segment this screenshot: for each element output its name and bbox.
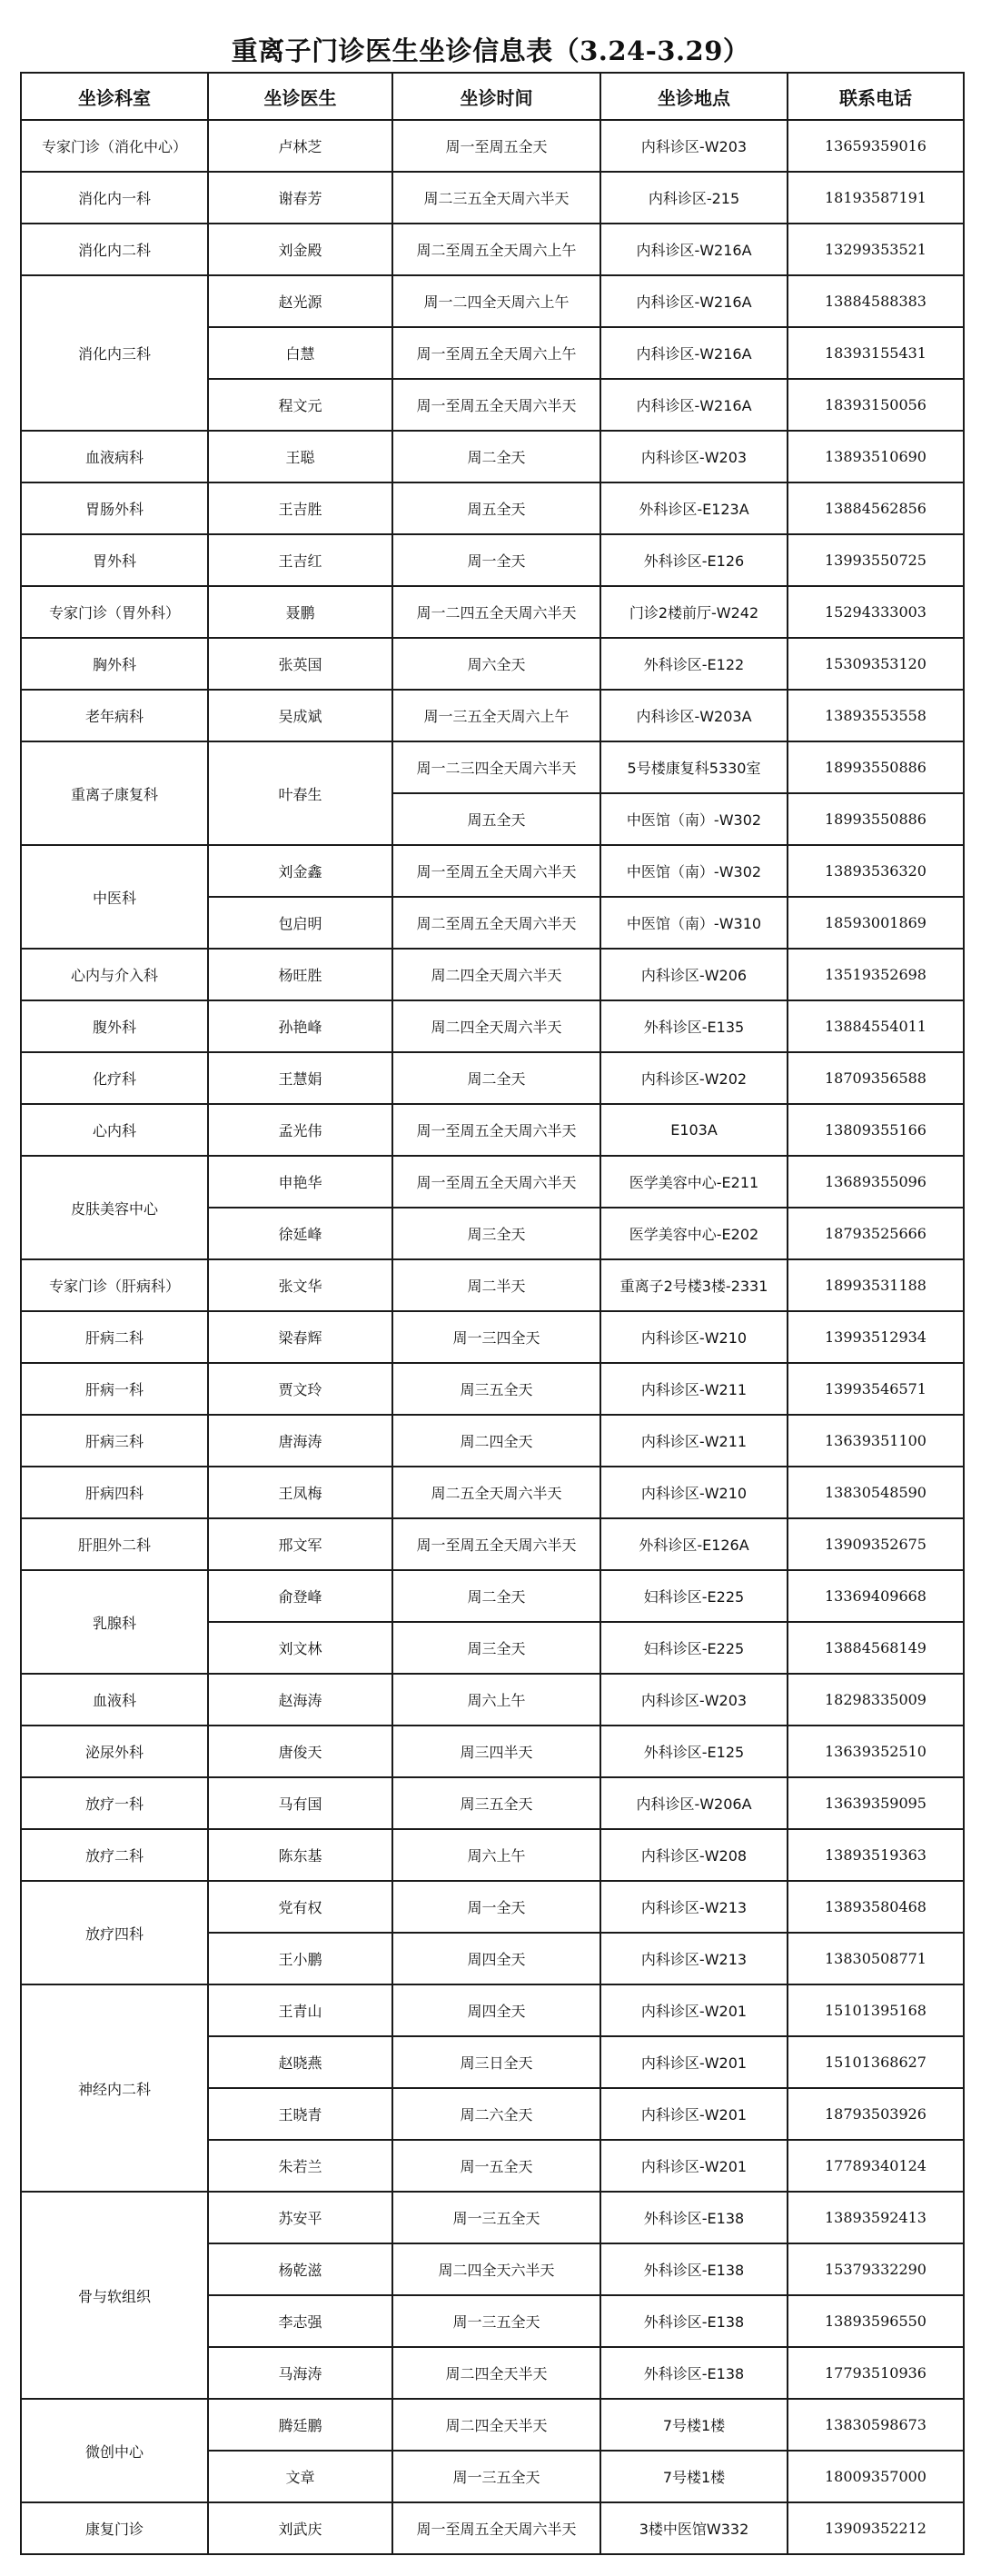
time-cell: 周六上午 — [392, 1829, 600, 1881]
table-row — [21, 1259, 964, 1311]
header-phone: 联系电话 — [788, 73, 964, 120]
table-row — [21, 275, 964, 327]
dept-cell: 血液科 — [21, 1674, 208, 1726]
dept-cell: 微创中心 — [21, 2399, 208, 2502]
table-row — [21, 1777, 964, 1829]
table-row — [21, 1829, 964, 1881]
time-cell: 周一至周五全天周六半天 — [392, 1104, 600, 1156]
table-row — [21, 586, 964, 638]
phone-cell: 18993550886 — [788, 793, 964, 845]
doctor-cell: 张英国 — [208, 638, 392, 690]
dept-cell: 神经内二科 — [21, 1984, 208, 2192]
header-place: 坐诊地点 — [600, 73, 788, 120]
doctor-cell: 王凤梅 — [208, 1467, 392, 1518]
dept-cell: 肝胆外二科 — [21, 1518, 208, 1570]
doctor-cell: 赵光源 — [208, 275, 392, 327]
phone-cell: 17793510936 — [788, 2347, 964, 2399]
time-cell: 周一至周五全天 — [392, 120, 600, 172]
time-cell: 周三五全天 — [392, 1777, 600, 1829]
doctor-cell: 梁春辉 — [208, 1311, 392, 1363]
phone-cell: 13830548590 — [788, 1467, 964, 1518]
time-cell: 周二全天 — [392, 1052, 600, 1104]
place-cell: 内科诊区-W201 — [600, 2140, 788, 2192]
table-row — [21, 534, 964, 586]
table-row — [21, 120, 964, 172]
table-row — [21, 1726, 964, 1777]
schedule-body — [21, 120, 964, 2554]
phone-cell: 18593001869 — [788, 897, 964, 949]
phone-cell: 13909352675 — [788, 1518, 964, 1570]
place-cell: 外科诊区-E126 — [600, 534, 788, 586]
place-cell: 外科诊区-E138 — [600, 2295, 788, 2347]
dept-cell: 消化内一科 — [21, 172, 208, 224]
time-cell: 周二全天 — [392, 1570, 600, 1622]
dept-cell: 血液病科 — [21, 431, 208, 482]
time-cell: 周二四全天周六半天 — [392, 1000, 600, 1052]
place-cell: 内科诊区-W216A — [600, 327, 788, 379]
place-cell: 7号楼1楼 — [600, 2399, 788, 2451]
phone-cell: 17789340124 — [788, 2140, 964, 2192]
time-cell: 周二三五全天周六半天 — [392, 172, 600, 224]
time-cell: 周一至周五全天周六半天 — [392, 1518, 600, 1570]
doctor-cell: 王晓青 — [208, 2088, 392, 2140]
time-cell: 周一三四全天 — [392, 1311, 600, 1363]
place-cell: 医学美容中心-E211 — [600, 1156, 788, 1208]
time-cell: 周二四全天半天 — [392, 2347, 600, 2399]
place-cell: 妇科诊区-E225 — [600, 1570, 788, 1622]
place-cell: 重离子2号楼3楼-2331 — [600, 1259, 788, 1311]
time-cell: 周二半天 — [392, 1259, 600, 1311]
header-doctor: 坐诊医生 — [208, 73, 392, 120]
place-cell: E103A — [600, 1104, 788, 1156]
doctor-cell: 聂鹏 — [208, 586, 392, 638]
doctor-cell: 苏安平 — [208, 2192, 392, 2243]
table-row — [21, 224, 964, 275]
dept-cell: 肝病一科 — [21, 1363, 208, 1415]
dept-cell: 放疗一科 — [21, 1777, 208, 1829]
dept-cell: 心内科 — [21, 1104, 208, 1156]
table-row — [21, 1311, 964, 1363]
place-cell: 外科诊区-E138 — [600, 2243, 788, 2295]
dept-cell: 老年病科 — [21, 690, 208, 741]
time-cell: 周一至周五全天周六半天 — [392, 379, 600, 431]
phone-cell: 18993550886 — [788, 741, 964, 793]
dept-cell: 消化内三科 — [21, 275, 208, 431]
time-cell: 周二四全天六半天 — [392, 2243, 600, 2295]
phone-cell: 15309353120 — [788, 638, 964, 690]
dept-cell: 泌尿外科 — [21, 1726, 208, 1777]
table-row — [21, 741, 964, 793]
place-cell: 内科诊区-W206A — [600, 1777, 788, 1829]
doctor-cell: 邢文军 — [208, 1518, 392, 1570]
time-cell: 周五全天 — [392, 793, 600, 845]
doctor-cell: 唐海涛 — [208, 1415, 392, 1467]
dept-cell: 中医科 — [21, 845, 208, 949]
time-cell: 周一至周五全天周六半天 — [392, 845, 600, 897]
time-cell: 周一五全天 — [392, 2140, 600, 2192]
time-cell: 周一二四全天周六上午 — [392, 275, 600, 327]
place-cell: 内科诊区-W201 — [600, 2036, 788, 2088]
phone-cell: 18709356588 — [788, 1052, 964, 1104]
place-cell: 5号楼康复科5330室 — [600, 741, 788, 793]
place-cell: 外科诊区-E126A — [600, 1518, 788, 1570]
table-row — [21, 1984, 964, 2036]
doctor-cell: 孟光伟 — [208, 1104, 392, 1156]
place-cell: 中医馆（南）-W302 — [600, 793, 788, 845]
dept-cell: 腹外科 — [21, 1000, 208, 1052]
doctor-cell: 杨乾滋 — [208, 2243, 392, 2295]
dept-cell: 专家门诊（胃外科） — [21, 586, 208, 638]
table-row — [21, 949, 964, 1000]
dept-cell: 放疗二科 — [21, 1829, 208, 1881]
dept-cell: 肝病四科 — [21, 1467, 208, 1518]
phone-cell: 13893519363 — [788, 1829, 964, 1881]
dept-cell: 皮肤美容中心 — [21, 1156, 208, 1259]
doctor-cell: 刘武庆 — [208, 2502, 392, 2554]
phone-cell: 18793503926 — [788, 2088, 964, 2140]
phone-cell: 13893536320 — [788, 845, 964, 897]
table-row — [21, 172, 964, 224]
phone-cell: 15101395168 — [788, 1984, 964, 2036]
doctor-cell: 贾文玲 — [208, 1363, 392, 1415]
time-cell: 周四全天 — [392, 1984, 600, 2036]
time-cell: 周一全天 — [392, 534, 600, 586]
doctor-cell: 叶春生 — [208, 741, 392, 845]
time-cell: 周一三五全天周六上午 — [392, 690, 600, 741]
place-cell: 外科诊区-E135 — [600, 1000, 788, 1052]
phone-cell: 15294333003 — [788, 586, 964, 638]
time-cell: 周一至周五全天周六半天 — [392, 1156, 600, 1208]
phone-cell: 18993531188 — [788, 1259, 964, 1311]
time-cell: 周一全天 — [392, 1881, 600, 1933]
table-row — [21, 1674, 964, 1726]
doctor-cell: 包启明 — [208, 897, 392, 949]
table-row — [21, 1467, 964, 1518]
place-cell: 内科诊区-W210 — [600, 1467, 788, 1518]
dept-cell: 肝病二科 — [21, 1311, 208, 1363]
phone-cell: 13893553558 — [788, 690, 964, 741]
dept-cell: 放疗四科 — [21, 1881, 208, 1984]
phone-cell: 13639351100 — [788, 1415, 964, 1467]
time-cell: 周一二四五全天周六半天 — [392, 586, 600, 638]
dept-cell: 康复门诊 — [21, 2502, 208, 2554]
doctor-cell: 王慧娟 — [208, 1052, 392, 1104]
time-cell: 周三全天 — [392, 1622, 600, 1674]
phone-cell: 13993546571 — [788, 1363, 964, 1415]
table-row — [21, 1415, 964, 1467]
place-cell: 门诊2楼前厅-W242 — [600, 586, 788, 638]
doctor-cell: 程文元 — [208, 379, 392, 431]
phone-cell: 13830508771 — [788, 1933, 964, 1984]
place-cell: 内科诊区-W202 — [600, 1052, 788, 1104]
phone-cell: 13809355166 — [788, 1104, 964, 1156]
phone-cell: 18193587191 — [788, 172, 964, 224]
phone-cell: 13639352510 — [788, 1726, 964, 1777]
doctor-cell: 朱若兰 — [208, 2140, 392, 2192]
phone-cell: 13639359095 — [788, 1777, 964, 1829]
table-row — [21, 1104, 964, 1156]
doctor-cell: 党有权 — [208, 1881, 392, 1933]
place-cell: 内科诊区-W203A — [600, 690, 788, 741]
place-cell: 内科诊区-W206 — [600, 949, 788, 1000]
place-cell: 内科诊区-W216A — [600, 224, 788, 275]
header-dept: 坐诊科室 — [21, 73, 208, 120]
doctor-cell: 马海涛 — [208, 2347, 392, 2399]
table-row — [21, 2399, 964, 2451]
place-cell: 内科诊区-W213 — [600, 1881, 788, 1933]
place-cell: 内科诊区-W210 — [600, 1311, 788, 1363]
dept-cell: 专家门诊（消化中心） — [21, 120, 208, 172]
place-cell: 外科诊区-E138 — [600, 2347, 788, 2399]
doctor-cell: 唐俊天 — [208, 1726, 392, 1777]
place-cell: 内科诊区-W216A — [600, 275, 788, 327]
time-cell: 周三五全天 — [392, 1363, 600, 1415]
place-cell: 内科诊区-W213 — [600, 1933, 788, 1984]
doctor-cell: 马有国 — [208, 1777, 392, 1829]
time-cell: 周六全天 — [392, 638, 600, 690]
place-cell: 内科诊区-W201 — [600, 2088, 788, 2140]
doctor-cell: 俞登峰 — [208, 1570, 392, 1622]
place-cell: 3楼中医馆W332 — [600, 2502, 788, 2554]
table-row — [21, 1000, 964, 1052]
table-row — [21, 2192, 964, 2243]
doctor-cell: 李志强 — [208, 2295, 392, 2347]
schedule-table — [20, 72, 965, 2555]
time-cell: 周二至周五全天周六半天 — [392, 897, 600, 949]
doctor-cell: 刘文林 — [208, 1622, 392, 1674]
doctor-cell: 文章 — [208, 2451, 392, 2502]
doctor-cell: 腾廷鹏 — [208, 2399, 392, 2451]
doctor-cell: 申艳华 — [208, 1156, 392, 1208]
table-row — [21, 1881, 964, 1933]
table-row — [21, 431, 964, 482]
phone-cell: 18393155431 — [788, 327, 964, 379]
phone-cell: 18393150056 — [788, 379, 964, 431]
time-cell: 周三四半天 — [392, 1726, 600, 1777]
place-cell: 外科诊区-E123A — [600, 482, 788, 534]
doctor-cell: 卢林芝 — [208, 120, 392, 172]
dept-cell: 重离子康复科 — [21, 741, 208, 845]
time-cell: 周四全天 — [392, 1933, 600, 1984]
doctor-cell: 王吉红 — [208, 534, 392, 586]
time-cell: 周二至周五全天周六上午 — [392, 224, 600, 275]
dept-cell: 化疗科 — [21, 1052, 208, 1104]
phone-cell: 18009357000 — [788, 2451, 964, 2502]
place-cell: 7号楼1楼 — [600, 2451, 788, 2502]
phone-cell: 15101368627 — [788, 2036, 964, 2088]
time-cell: 周一三五全天 — [392, 2451, 600, 2502]
phone-cell: 15379332290 — [788, 2243, 964, 2295]
table-row — [21, 1363, 964, 1415]
dept-cell: 心内与介入科 — [21, 949, 208, 1000]
dept-cell: 骨与软组织 — [21, 2192, 208, 2399]
phone-cell: 13993512934 — [788, 1311, 964, 1363]
table-row — [21, 690, 964, 741]
phone-cell: 13830598673 — [788, 2399, 964, 2451]
doctor-cell: 王青山 — [208, 1984, 392, 2036]
table-row — [21, 638, 964, 690]
phone-cell: 13369409668 — [788, 1570, 964, 1622]
place-cell: 内科诊区-W211 — [600, 1363, 788, 1415]
time-cell: 周六上午 — [392, 1674, 600, 1726]
title-main: 重离子门诊医生坐诊信息表 — [231, 35, 553, 66]
phone-cell: 13993550725 — [788, 534, 964, 586]
place-cell: 内科诊区-W211 — [600, 1415, 788, 1467]
header-row — [21, 73, 964, 120]
time-cell: 周三日全天 — [392, 2036, 600, 2088]
phone-cell: 13299353521 — [788, 224, 964, 275]
doctor-cell: 吴成斌 — [208, 690, 392, 741]
time-cell: 周五全天 — [392, 482, 600, 534]
doctor-cell: 王吉胜 — [208, 482, 392, 534]
time-cell: 周二四全天周六半天 — [392, 949, 600, 1000]
table-row — [21, 1570, 964, 1622]
doctor-cell: 孙艳峰 — [208, 1000, 392, 1052]
phone-cell: 13893580468 — [788, 1881, 964, 1933]
table-row — [21, 1052, 964, 1104]
place-cell: 医学美容中心-E202 — [600, 1208, 788, 1259]
header-time: 坐诊时间 — [392, 73, 600, 120]
table-row — [21, 1518, 964, 1570]
place-cell: 内科诊区-215 — [600, 172, 788, 224]
time-cell: 周二五全天周六半天 — [392, 1467, 600, 1518]
phone-cell: 13884562856 — [788, 482, 964, 534]
dept-cell: 胸外科 — [21, 638, 208, 690]
doctor-cell: 王小鹏 — [208, 1933, 392, 1984]
place-cell: 外科诊区-E138 — [600, 2192, 788, 2243]
place-cell: 内科诊区-W208 — [600, 1829, 788, 1881]
phone-cell: 13909352212 — [788, 2502, 964, 2554]
phone-cell: 13893596550 — [788, 2295, 964, 2347]
phone-cell: 18793525666 — [788, 1208, 964, 1259]
phone-cell: 13519352698 — [788, 949, 964, 1000]
phone-cell: 13884588383 — [788, 275, 964, 327]
doctor-cell: 刘金鑫 — [208, 845, 392, 897]
doctor-cell: 杨旺胜 — [208, 949, 392, 1000]
time-cell: 周三全天 — [392, 1208, 600, 1259]
place-cell: 内科诊区-W203 — [600, 431, 788, 482]
dept-cell: 肝病三科 — [21, 1415, 208, 1467]
time-cell: 周一三五全天 — [392, 2295, 600, 2347]
doctor-cell: 刘金殿 — [208, 224, 392, 275]
table-row — [21, 2502, 964, 2554]
phone-cell: 13893592413 — [788, 2192, 964, 2243]
time-cell: 周一三五全天 — [392, 2192, 600, 2243]
phone-cell: 13659359016 — [788, 120, 964, 172]
phone-cell: 18298335009 — [788, 1674, 964, 1726]
doctor-cell: 白慧 — [208, 327, 392, 379]
table-row — [21, 1156, 964, 1208]
phone-cell: 13884554011 — [788, 1000, 964, 1052]
place-cell: 外科诊区-E125 — [600, 1726, 788, 1777]
phone-cell: 13893510690 — [788, 431, 964, 482]
doctor-cell: 赵晓燕 — [208, 2036, 392, 2088]
place-cell: 中医馆（南）-W302 — [600, 845, 788, 897]
doctor-cell: 徐延峰 — [208, 1208, 392, 1259]
doctor-cell: 王聪 — [208, 431, 392, 482]
dept-cell: 胃肠外科 — [21, 482, 208, 534]
place-cell: 外科诊区-E122 — [600, 638, 788, 690]
phone-cell: 13884568149 — [788, 1622, 964, 1674]
title-date-range: （3.24-3.29） — [552, 35, 750, 66]
place-cell: 中医馆（南）-W310 — [600, 897, 788, 949]
doctor-cell: 赵海涛 — [208, 1674, 392, 1726]
doctor-cell: 陈东基 — [208, 1829, 392, 1881]
table-row — [21, 845, 964, 897]
table-row — [21, 482, 964, 534]
time-cell: 周二四全天半天 — [392, 2399, 600, 2451]
time-cell: 周一二三四全天周六半天 — [392, 741, 600, 793]
place-cell: 内科诊区-W203 — [600, 120, 788, 172]
time-cell: 周二四全天 — [392, 1415, 600, 1467]
time-cell: 周二六全天 — [392, 2088, 600, 2140]
doctor-cell: 谢春芳 — [208, 172, 392, 224]
time-cell: 周一至周五全天周六上午 — [392, 327, 600, 379]
phone-cell: 13689355096 — [788, 1156, 964, 1208]
dept-cell: 消化内二科 — [21, 224, 208, 275]
doctor-cell: 张文华 — [208, 1259, 392, 1311]
time-cell: 周一至周五全天周六半天 — [392, 2502, 600, 2554]
place-cell: 内科诊区-W201 — [600, 1984, 788, 2036]
place-cell: 内科诊区-W216A — [600, 379, 788, 431]
dept-cell: 乳腺科 — [21, 1570, 208, 1674]
place-cell: 内科诊区-W203 — [600, 1674, 788, 1726]
time-cell: 周二全天 — [392, 431, 600, 482]
place-cell: 妇科诊区-E225 — [600, 1622, 788, 1674]
dept-cell: 胃外科 — [21, 534, 208, 586]
dept-cell: 专家门诊（肝病科） — [21, 1259, 208, 1311]
